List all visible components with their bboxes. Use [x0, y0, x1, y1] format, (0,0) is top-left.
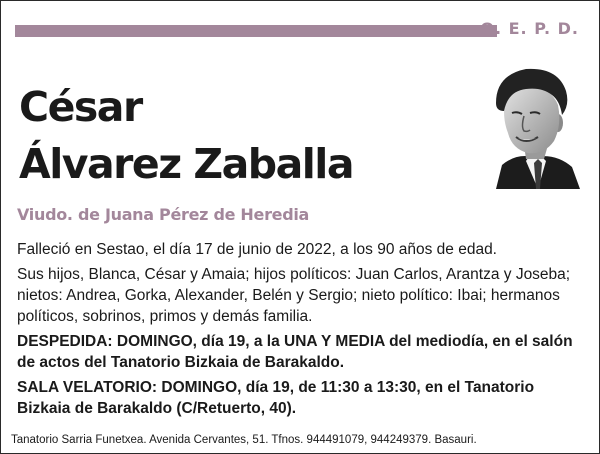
widower-of-line: Viudo. de Juana Pérez de Heredia	[17, 205, 310, 224]
deceased-name	[19, 79, 353, 193]
portrait-photo	[482, 61, 582, 189]
farewell-notice: DESPEDIDA: DOMINGO, día 19, a la UNA Y MEDIA del mediodía, en el salón de actos del Tanatorio Bizkaia de Barakaldo.	[17, 333, 573, 371]
header-rule	[15, 25, 497, 37]
family-list: Sus hijos, Blanca, César y Amaia; hijos políticos: Juan Carlos, Arantza y Joseba; nietos: Andrea, Gorka, Alexander, Belén y Sergio; nieto político: Ibai; hermanos políticos, sobrinos, primos y demás familia.	[17, 266, 571, 325]
death-notice: Falleció en Sestao, el día 17 de junio de 2022, a los 90 años de edad.	[17, 241, 497, 258]
funeral-home-footer: Tanatorio Sarria Funetxea. Avenida Cervantes, 51. Tfnos. 944491079, 944249379. Basauri.	[11, 434, 477, 446]
qepd-marker: Q. E. P. D.	[480, 19, 579, 38]
wake-notice: SALA VELATORIO: DOMINGO, día 19, de 11:30 a 13:30, en el Tanatorio Bizkaia de Barakaldo (C/Retuerto, 40).	[17, 379, 535, 417]
name-first-line: César	[19, 83, 142, 131]
portrait-photo-image	[482, 61, 582, 189]
notice-body	[17, 239, 583, 423]
name-second-line: Álvarez Zaballa	[19, 140, 354, 188]
